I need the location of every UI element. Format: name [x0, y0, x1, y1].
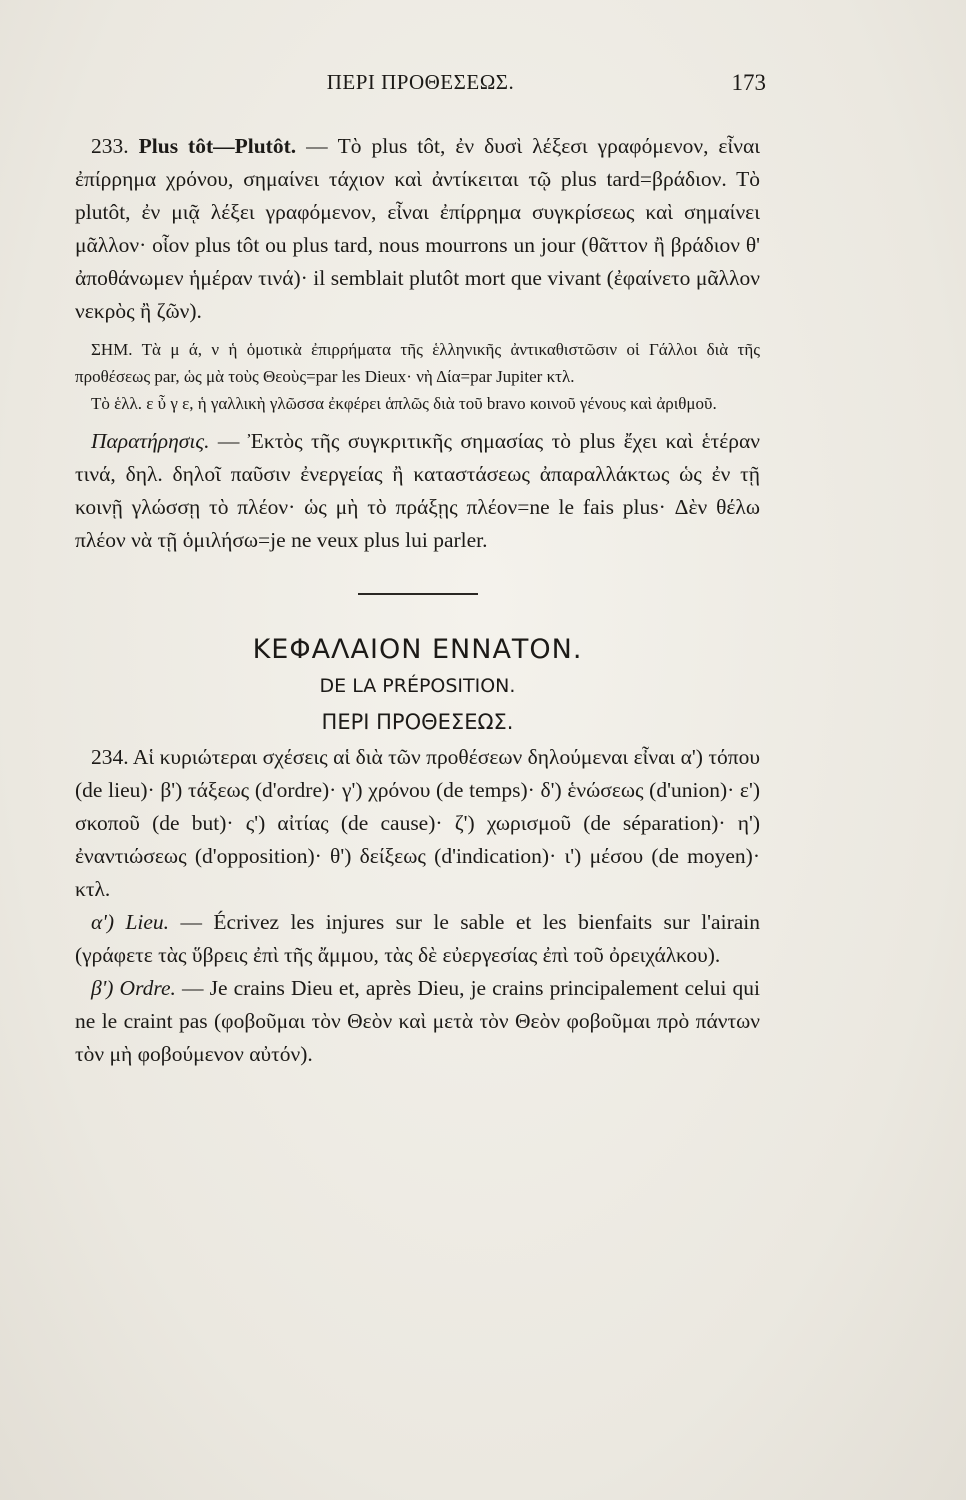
note-paragraph-2 [75, 390, 760, 417]
page-body [75, 130, 760, 1071]
note-text-1: Τὰ μ ά, ν ἡ ὁμοτικὰ ἐπιρρήματα τῆς ἑλληνικῆς ἀντικαθιστῶσιν οἱ Γάλλοι διὰ τῆς προθέσεως par, ὡς μὰ τοὺς Θεοὺς=par les Dieux· νὴ Δία=par Jupiter κτλ. [75, 340, 760, 386]
ordre-label: β') Ordre. [91, 976, 176, 1000]
note-text-2: Τὸ ἑλλ. ε ὖ γ ε, ἡ γαλλικὴ γλῶσσα ἐκφέρει ἁπλῶς διὰ τοῦ bravo κοινοῦ γένους καὶ ἀριθμοῦ. [91, 394, 717, 413]
chapter-title: ΚΕΦΑΛΑΙΟΝ ΕΝΝΑΤΟΝ. [252, 634, 583, 665]
section-234-text: Αἱ κυριώτεραι σχέσεις αἱ διὰ τῶν προθέσεων δηλούμεναι εἶναι α') τόπου (de lieu)· β') τάξεως (d'ordre)· γ') χρόνου (de temps)· δ') ἑνώσεως (d'union)· ε') σκοποῦ (de but)· ς') αἰτίας (de cause)· ζ') χωρισμοῦ (de séparation)· η') ἐναντιώσεως (d'opposition)· θ') δείξεως (d'indication)· ι') μέσου (de moyen)· κτλ. [75, 745, 760, 901]
remark-text: — Ἐκτὸς τῆς συγκριτικῆς σημασίας τὸ plus ἔχει καὶ ἑτέραν τινά, δηλ. δηλοῖ παῦσιν ἐνεργείας ἢ καταστάσεως ἀπαραλλάκτως ὡς ἐν τῇ κοινῇ γλώσσῃ τὸ πλέον· ὡς μὴ τὸ πράξῃς πλέον=ne le fais plus· Δὲν θέλω πλέον νὰ τῇ ὁμιλήσω=je ne veux plus lui parler. [75, 429, 760, 552]
section-233-number: 233. [91, 134, 129, 158]
running-title: ΠΕΡΙ ΠΡΟΘΕΣΕΩΣ. [326, 70, 515, 94]
section-234 [75, 741, 760, 906]
note-paragraph-1 [75, 336, 760, 390]
note-label: ΣΗΜ. [91, 340, 133, 359]
ordre-paragraph [75, 972, 760, 1071]
section-233-title: Plus tôt—Plutôt. [138, 134, 297, 158]
page-number: 173 [731, 70, 766, 95]
section-divider [358, 593, 478, 595]
chapter-subtitle-greek: ΠΕΡΙ ΠΡΟΘΕΣΕΩΣ. [321, 710, 514, 734]
chapter-subtitle-french: DE LA PRÉPOSITION. [319, 675, 516, 697]
remark-label: Παρατήρησις. [91, 429, 210, 453]
section-233-text: — Τὸ plus tôt, ἐν δυσὶ λέξεσι γραφόμενον, εἶναι ἐπίρρημα χρόνου, σημαίνει τάχιον καὶ ἀντίκειται τῷ plus tard=βράδιον. Τὸ plutôt, ἐν μιᾷ λέξει γραφόμενον, εἶναι ἐπίρρημα συγκρίσεως καὶ σημαίνει μᾶλλον· οἷον plus tôt ou plus tard, nous mourrons un jour (θᾶττον ἢ βράδιον θ' ἀποθάνωμεν ἡμέραν τινά)· il semblait plutôt mort que vivant (ἐφαίνετο μᾶλλον νεκρὸς ἢ ζῶν). [75, 134, 761, 323]
section-233 [75, 130, 760, 328]
ordre-text: — Je crains Dieu et, après Dieu, je crains principalement celui qui ne le craint pas (φοβοῦμαι τὸν Θεὸν καὶ μετὰ τὸν Θεὸν φοβοῦμαι πρὸ πάντων τὸν μὴ φοβούμενον αὐτόν). [75, 976, 760, 1066]
lieu-text: — Écrivez les injures sur le sable et les bienfaits sur l'airain (γράφετε τὰς ὕβρεις ἐπὶ τῆς ἄμμου, τὰς δὲ εὐεργεσίας ἐπὶ τοῦ ὀρειχάλκου). [75, 910, 761, 967]
lieu-label: α') Lieu. [91, 910, 170, 934]
section-234-number: 234. [91, 745, 129, 769]
remark-paragraph [75, 425, 760, 557]
lieu-paragraph [75, 906, 760, 972]
